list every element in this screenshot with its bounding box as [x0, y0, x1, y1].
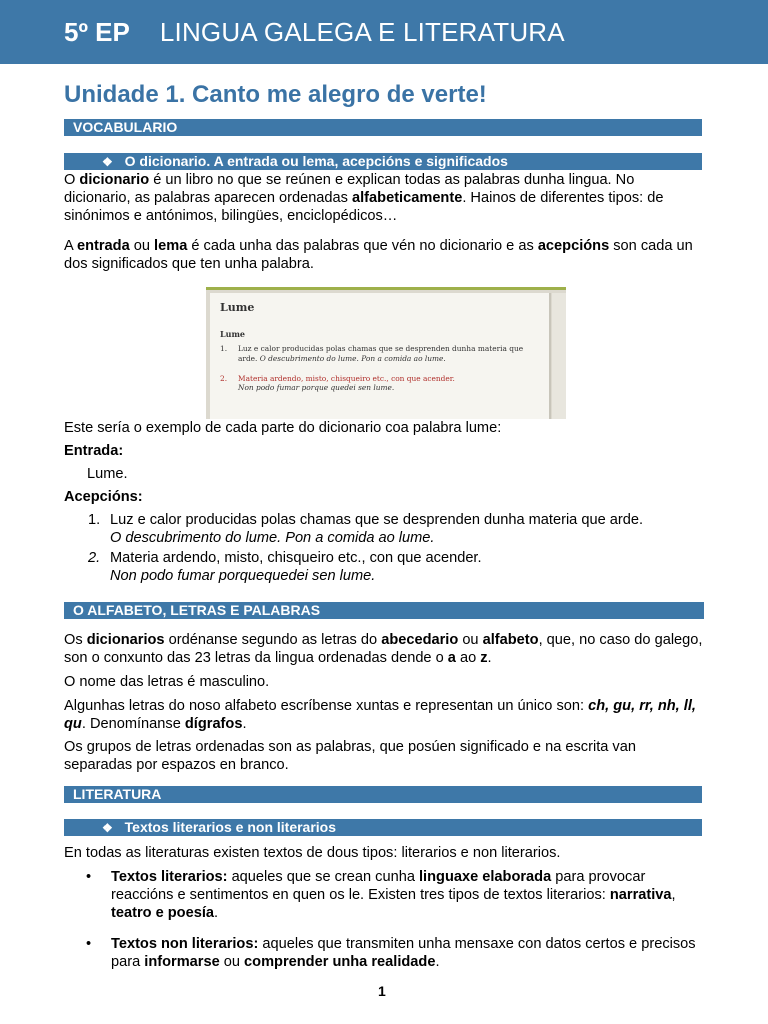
- list-item-textos-literarios: • Textos literarios: aqueles que se crean cunha linguaxe elaborada para provocar reaccións e sentimentos en quen os le. Existen tres tipos de textos literarios: narrativa, teatro e poesía.: [86, 869, 676, 921]
- subsection-bar-textos: [64, 819, 702, 836]
- list-item-textos-non-literarios: • Textos non literarios: aqueles que transmiten unha mensaxe con datos certos e precisos para informarse ou comprender unha realidade.: [86, 936, 696, 970]
- subsection-label: O dicionario. A entrada ou lema, acepcións e significados: [124, 153, 508, 169]
- section-label: LITERATURA: [73, 786, 162, 802]
- section-bar-literatura: [64, 786, 702, 803]
- dictionary-headword: Lume: [220, 329, 245, 339]
- page-header-banner: [0, 0, 768, 64]
- acepcion-item-2: 2. Materia ardendo, misto, chisqueiro etc., con que acender. Non podo fumar porquequedei sen lume.: [88, 550, 482, 584]
- grade-label: 5º EP: [64, 17, 130, 47]
- diamond-bullet-icon: ❖: [102, 155, 113, 169]
- dictionary-page: [210, 293, 551, 419]
- paragraph-entrada: A entrada ou lema é cada unha das palabras que vén no dicionario e as acepcións son cada un dos significados que ten unha palabra.: [64, 238, 693, 272]
- paragraph-digrafos: Algunhas letras do noso alfabeto escríbense xuntas e representan un único son: ch, gu, rr, nh, ll, qu. Denomínanse dígrafos.: [64, 698, 696, 732]
- paragraph-dicionario: O dicionario é un libro no que se reúnen e explican todas as palabras dunha lingua. No dicionario, as palabras aparecen ordenadas alfabeticamente. Hainos de diferentes tipos: de sinónimos e antónimos, bilingües, enciclopédicos…: [64, 172, 664, 224]
- diamond-bullet-icon: ❖: [102, 821, 113, 835]
- dictionary-entry-image: [206, 287, 566, 419]
- paragraph-dicionarios: Os dicionarios ordénanse segundo as letras do abecedario ou alfabeto, que, no caso do galego, son o conxunto das 23 letras da lingua ordenadas dende o a ao z.: [64, 632, 703, 666]
- bullet-dot-icon: •: [86, 869, 92, 885]
- unit-title: Unidade 1. Canto me alegro de verte!: [64, 81, 487, 108]
- section-bar-alfabeto: [64, 602, 704, 619]
- subsection-label: Textos literarios e non literarios: [124, 819, 337, 835]
- subject-title: LINGUA GALEGA E LITERATURA: [159, 17, 565, 47]
- section-label: VOCABULARIO: [73, 119, 178, 135]
- acepcion-item-1: 1. Luz e calor producidas polas chamas que se desprenden dunha materia que arde. O descubrimento do lume. Pon a comida ao lume.: [88, 512, 644, 546]
- bullet-dot-icon: •: [86, 936, 92, 952]
- dictionary-page-heading: Lume: [220, 301, 255, 314]
- acepcions-label: Acepcións:: [64, 489, 143, 505]
- paragraph-nome-letras: O nome das letras é masculino.: [64, 674, 270, 690]
- dictionary-acception-2: 2. Materia ardendo, misto, chisqueiro etc., con que acender. Non podo fumar porque quedei sen lume.: [220, 373, 455, 393]
- page-number: 1: [378, 983, 386, 999]
- entrada-value: Lume.: [87, 466, 128, 482]
- paragraph-tipos-textos: En todas as literaturas existen textos de dous tipos: literarios e non literarios.: [64, 845, 561, 861]
- dictionary-acception-1: 1. Luz e calor producidas polas chamas que se desprenden dunha materia que arde. O descubrimento do lume. Pon a comida ao lume.: [220, 344, 524, 363]
- subsection-bar-dicionario: [64, 153, 702, 170]
- book-page-edge: [552, 293, 566, 419]
- section-label: O ALFABETO, LETRAS E PALABRAS: [73, 602, 321, 618]
- entrada-label: Entrada:: [64, 443, 124, 459]
- paragraph-exemplo: Este sería o exemplo de cada parte do dicionario coa palabra lume:: [64, 420, 502, 436]
- section-bar-vocabulario: [64, 119, 702, 136]
- paragraph-palabras: Os grupos de letras ordenadas son as palabras, que posúen significado e na escrita van separadas por espazos en branco.: [64, 739, 636, 773]
